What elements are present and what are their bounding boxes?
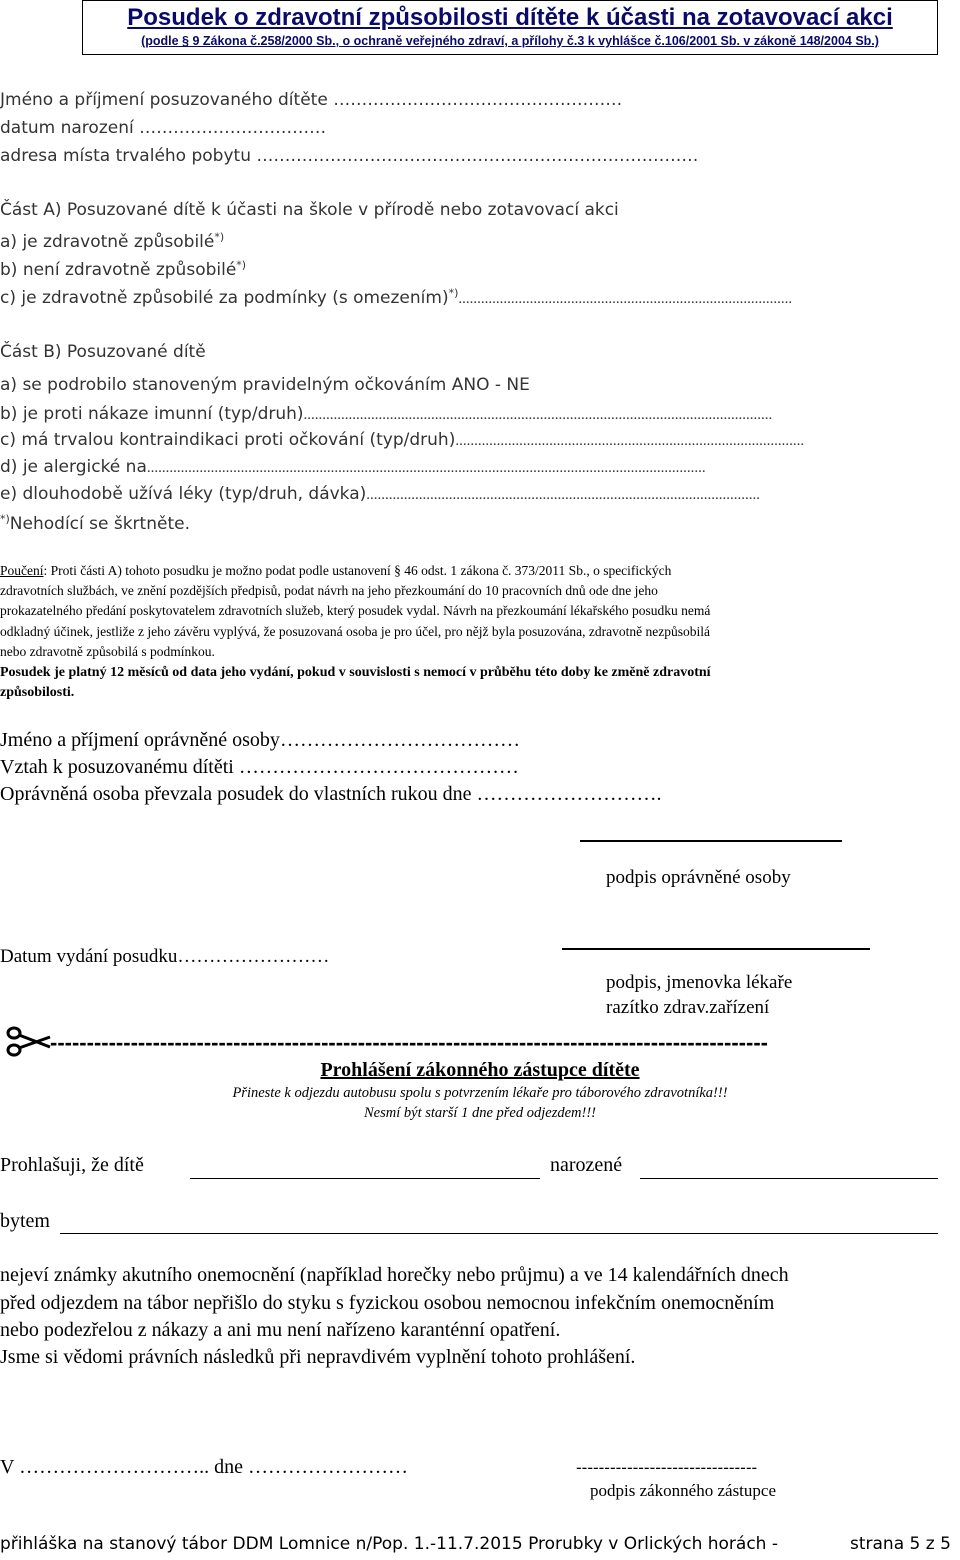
authorized-signature-line[interactable]: [580, 840, 842, 842]
notice-text: : Proti části A) tohoto posudku je možno podat podle ustanovení § 46 odst. 1 zákona č. 373/2011 Sb., o specifických: [43, 563, 672, 578]
footnote: [0, 514, 190, 534]
issue-date-field[interactable]: ……………………: [177, 946, 330, 967]
declaration-title: Prohlášení zákonného zástupce dítěte: [320, 1059, 640, 1081]
notice-line-3: prokazatelného předání poskytovatelem zdravotních služeb, který posudek vydal. Návrh na přezkoumání lékařského posudku nemá: [0, 603, 711, 618]
guardian-signature-label: podpis zákonného zástupce: [590, 1481, 776, 1500]
part-b-vaccination: a) se podrobilo stanoveným pravidelným očkováním ANO - NE: [0, 375, 530, 395]
child-birth-label: datum narození: [0, 118, 134, 138]
footnote-mark: *): [236, 258, 247, 272]
place-label: V: [0, 1456, 15, 1478]
residing-label: bytem: [0, 1210, 50, 1232]
authorized-name-label: Jméno a příjmení oprávněné osoby: [0, 729, 280, 751]
issue-date-label: Datum vydání posudku: [0, 946, 178, 967]
authorized-signature-label: podpis oprávněné osoby: [606, 867, 791, 888]
scissors-icon: [6, 1025, 52, 1059]
place-date-row: [0, 1456, 408, 1479]
relationship-label: Vztah k posuzovanému dítěti: [0, 756, 234, 778]
notice-line-2: zdravotních službách, ve znění pozdějších předpisů, podat návrh na jeho přezkoumání do 10 pracovních dnů ode dne jeho: [0, 583, 658, 598]
declaration-note-2: Nesmí být starší 1 dne před odjezdem!!!: [364, 1105, 596, 1121]
part-b-contraindication-field[interactable]: .............................................................................................: [455, 433, 805, 449]
part-b-contraindication-label: c) má trvalou kontraindikaci proti očkování (typ/druh): [0, 430, 456, 450]
relationship-field[interactable]: ……………………………………: [238, 756, 519, 778]
validity-line-1: Posudek je platný 12 měsíců od data jeho vydání, pokud v souvislosti s nemocí v průběhu této doby ke změně zdravotní: [0, 665, 711, 680]
date-label: dne: [214, 1456, 243, 1478]
part-a-title: Část A) Posuzované dítě k účasti na škole v přírodě nebo zotavovací akci: [0, 200, 619, 220]
part-b-medication-label: e) dlouhodobě užívá léky (typ/druh, dávka): [0, 484, 367, 504]
address-line[interactable]: [60, 1233, 938, 1234]
notice-line-4: odkladný účinek, jestliže z jeho závěru vyplývá, že posuzovaná osoba je pro účel, pro nějž byla posuzována, zdravotně nezpůsobilá: [0, 624, 710, 639]
child-name-label: Jméno a příjmení posuzovaného dítěte: [0, 90, 328, 110]
child-birth-row: [0, 118, 326, 138]
received-row: [0, 783, 662, 806]
footnote-mark: *): [448, 286, 459, 300]
child-address-row: [0, 146, 698, 166]
part-b-contraindication-row: [0, 430, 804, 450]
part-a-option-b[interactable]: [0, 260, 246, 280]
child-name-field[interactable]: ……………………………………………: [333, 90, 623, 110]
footer-text: přihláška na stanový tábor DDM Lomnice n/Pop. 1.-11.7.2015 Prorubky v Orlických horách -: [0, 1534, 778, 1554]
part-a-condition-field[interactable]: .........................................................................................: [458, 291, 793, 307]
cut-line: --------------------------------------------------------------------------------------------------: [50, 1030, 768, 1055]
birth-date-line[interactable]: [640, 1178, 938, 1179]
declaration-text-2: před odjezdem na tábor nepřišlo do styku s fyzickou osobou nemocnou infekčním onemocněním: [0, 1292, 775, 1314]
form-header: [82, 0, 938, 55]
part-b-allergy-field[interactable]: .....................................................................................................................................................: [146, 460, 706, 476]
stamp-label: razítko zdrav.zařízení: [606, 997, 770, 1018]
date-field[interactable]: ……………………: [247, 1456, 408, 1478]
page-number: strana 5 z 5: [850, 1534, 951, 1554]
declaration-text-1: nejeví známky akutního onemocnění (například horečky nebo průjmu) a ve 14 kalendářních dnech: [0, 1264, 789, 1286]
part-b-medication-row: [0, 484, 760, 504]
part-b-immune-field[interactable]: .............................................................................................................................: [303, 407, 773, 423]
notice-line-5: nebo zdravotně způsobilá s podmínkou.: [0, 644, 215, 659]
child-name-row: [0, 90, 622, 110]
part-b-allergy-row: [0, 457, 706, 477]
guardian-signature-line[interactable]: --------------------------------: [576, 1458, 758, 1477]
notice-lead: Poučení: [0, 563, 44, 578]
child-name-line[interactable]: [190, 1178, 540, 1179]
form-title: Posudek o zdravotní způsobilosti dítěte k účasti na zotavovací akci: [127, 4, 893, 31]
doctor-signature-label: podpis, jmenovka lékaře: [606, 972, 793, 993]
declaration-text-4: Jsme si vědomi právních následků při nepravdivém vyplnění tohoto prohlášení.: [0, 1346, 636, 1368]
footnote-mark: *): [214, 230, 225, 244]
part-b-allergy-label: d) je alergické na: [0, 457, 147, 477]
child-birth-field[interactable]: ……………………………: [139, 118, 327, 138]
born-label: narozené: [550, 1154, 623, 1176]
part-a-option-a[interactable]: [0, 232, 224, 252]
part-b-medication-field[interactable]: .........................................................................................................: [366, 487, 761, 503]
child-address-label: adresa místa trvalého pobytu: [0, 146, 251, 166]
part-b-immune-label: b) je proti nákaze imunní (typ/druh): [0, 404, 304, 424]
authorized-name-row: [0, 729, 520, 752]
footnote-text: Nehodící se škrtněte.: [9, 514, 190, 534]
part-a-option-c[interactable]: [0, 288, 792, 308]
received-label: Oprávněná osoba převzala posudek do vlastních rukou dne: [0, 783, 472, 805]
part-b-title: Část B) Posuzované dítě: [0, 342, 206, 362]
part-a-option-c-label: c) je zdravotně způsobilé za podmínky (s omezením): [0, 288, 449, 308]
doctor-signature-line[interactable]: [562, 948, 870, 950]
validity-line-2: způsobilosti.: [0, 685, 75, 700]
form-legal-basis: (podle § 9 Zákona č.258/2000 Sb., o ochraně veřejného zdraví, a přílohy č.3 k vyhlášce č.106/2001 Sb. v zákoně 148/2004 Sb.): [141, 34, 879, 48]
declare-label: Prohlašuji, že dítě: [0, 1154, 144, 1176]
declaration-note-1: Přineste k odjezdu autobusu spolu s potvrzením lékaře pro táborového zdravotníka!!!: [232, 1085, 728, 1101]
part-b-immune-row: [0, 404, 772, 424]
part-a-option-b-label: b) není zdravotně způsobilé: [0, 260, 237, 280]
issue-date-row: [0, 946, 329, 968]
child-address-field[interactable]: ……………………………………………………………………: [256, 146, 699, 166]
declaration-text-3: nebo podezřelou z nákazy a ani mu není nařízeno karanténní opatření.: [0, 1319, 561, 1341]
relationship-row: [0, 756, 519, 779]
received-date-field[interactable]: ……………………….: [476, 783, 662, 805]
notice-line-1: [0, 561, 671, 581]
footnote-mark: *): [0, 512, 10, 526]
authorized-name-field[interactable]: ………………………………: [279, 729, 520, 751]
part-a-option-a-label: a) je zdravotně způsobilé: [0, 232, 215, 252]
place-field[interactable]: ………………………..: [19, 1456, 210, 1478]
